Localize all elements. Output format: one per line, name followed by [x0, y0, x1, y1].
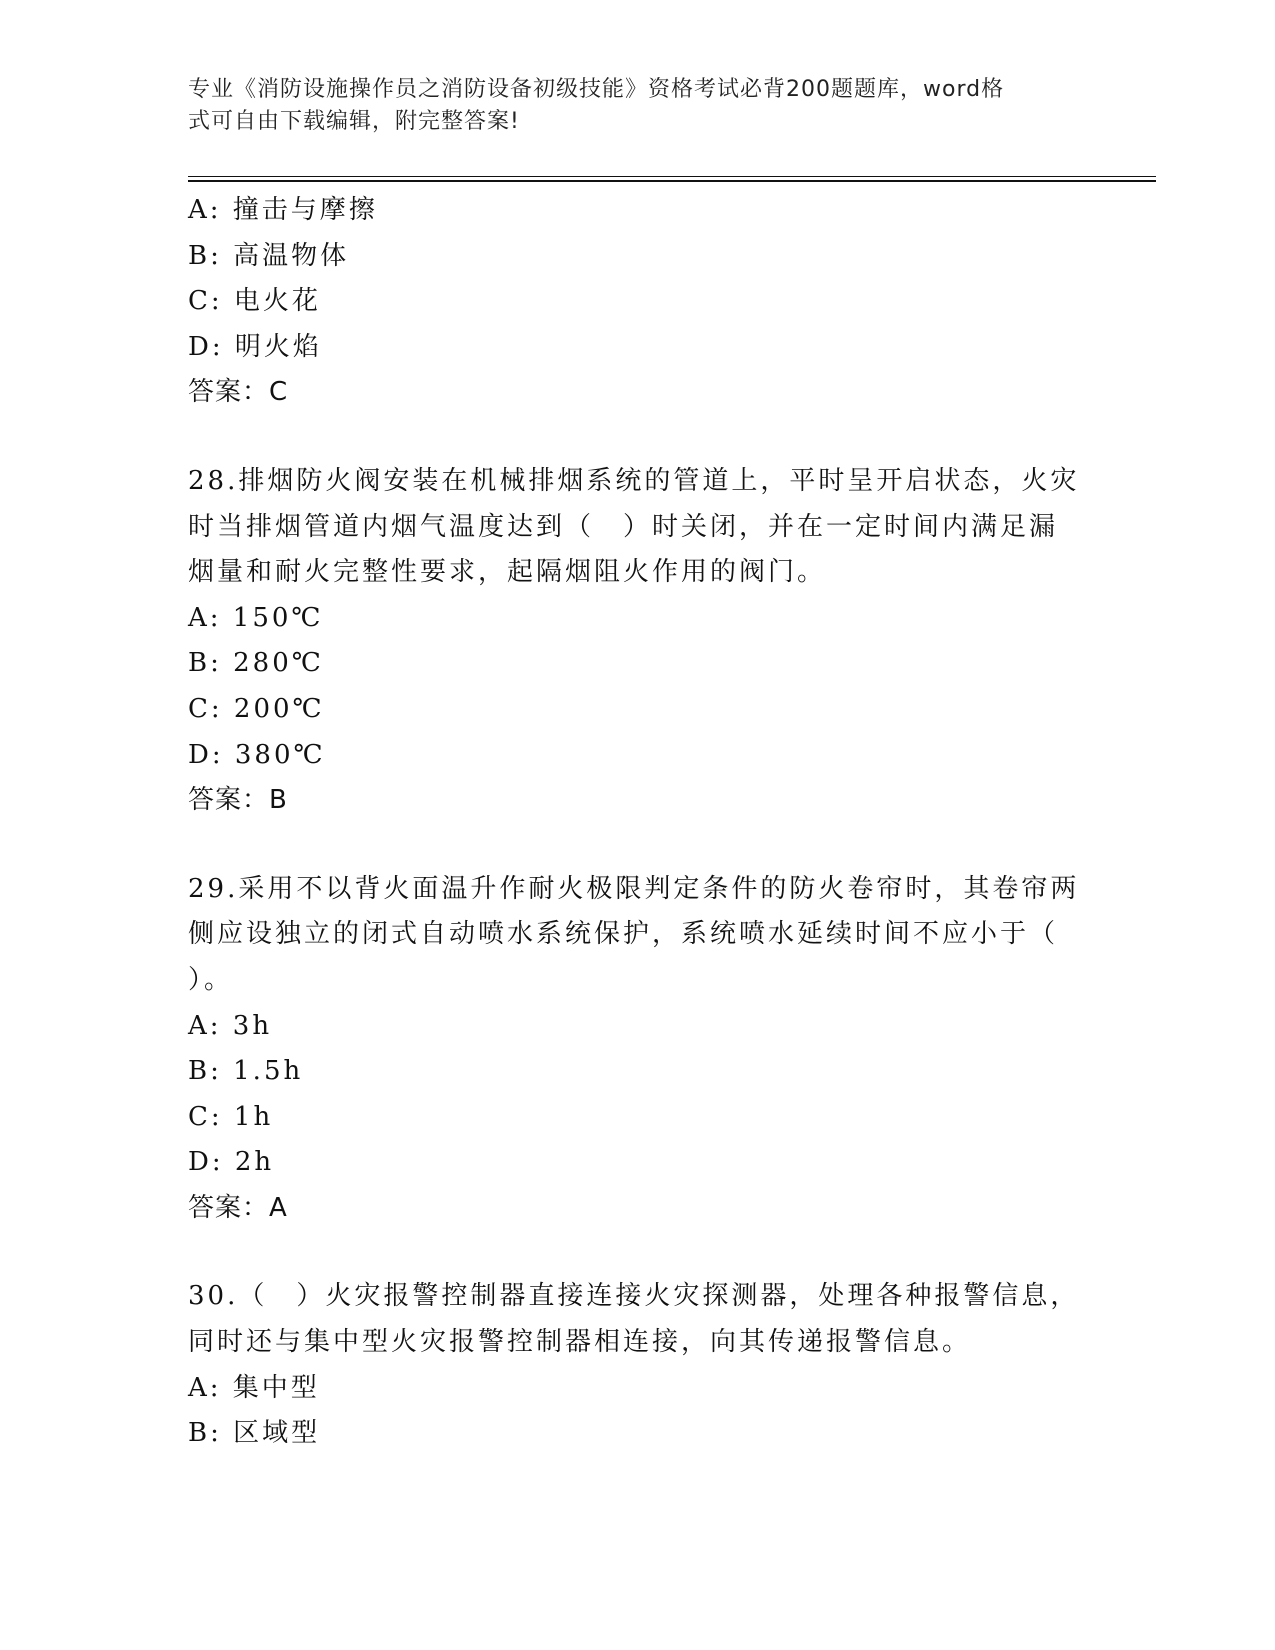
question-text-line: 29.采用不以背火面温升作耐火极限判定条件的防火卷帘时，其卷帘两 [188, 873, 1080, 904]
question-text-line: 28.排烟防火阀安装在机械排烟系统的管道上，平时呈开启状态，火灾 [188, 465, 1080, 496]
option-b: B: 高温物体 [188, 240, 350, 271]
option-c: C: 电火花 [188, 286, 321, 317]
answer: 答案：C [188, 377, 289, 408]
question-29 [188, 867, 1080, 1232]
question-28 [188, 459, 1080, 824]
header-rule-thin [188, 176, 1156, 177]
question-text-line: 侧应设独立的闭式自动喷水系统保护，系统喷水延续时间不应小于（ [188, 919, 1059, 950]
question-30 [188, 1274, 1080, 1456]
answer: 答案：B [188, 785, 288, 816]
option-a: A: 3h [188, 1010, 273, 1041]
option-a: A: 集中型 [188, 1372, 320, 1403]
option-a: A: 撞击与摩擦 [188, 195, 378, 225]
question-27 [188, 188, 1088, 416]
question-text-line: ）。 [188, 964, 234, 995]
question-text-line: 30.（ ）火灾报警控制器直接连接火灾探测器，处理各种报警信息， [188, 1281, 1080, 1312]
option-b: B: 280℃ [188, 648, 324, 679]
question-text-line: 烟量和耐火完整性要求，起隔烟阻火作用的阀门。 [188, 557, 827, 588]
header-line-2: 式可自由下载编辑，附完整答案! [188, 109, 520, 134]
option-c: C: 1h [188, 1101, 274, 1132]
header-rule-thick [188, 180, 1156, 182]
option-d: D: 明火焰 [188, 331, 322, 362]
option-b: B: 1.5h [188, 1056, 304, 1087]
document-body [188, 188, 1088, 1457]
question-text-line: 时当排烟管道内烟气温度达到（ ）时关闭，并在一定时间内满足漏 [188, 511, 1059, 542]
option-c: C: 200℃ [188, 693, 325, 724]
document-header [188, 74, 1068, 138]
option-b: B: 区域型 [188, 1418, 321, 1449]
question-text-line: 同时还与集中型火灾报警控制器相连接，向其传递报警信息。 [188, 1327, 972, 1358]
header-line-1: 专业《消防设施操作员之消防设备初级技能》资格考试必背200题题库，word格 [188, 77, 1005, 102]
option-d: D: 2h [188, 1147, 275, 1178]
option-a: A: 150℃ [188, 602, 324, 633]
answer: 答案：A [188, 1192, 288, 1223]
option-d: D: 380℃ [188, 739, 326, 770]
